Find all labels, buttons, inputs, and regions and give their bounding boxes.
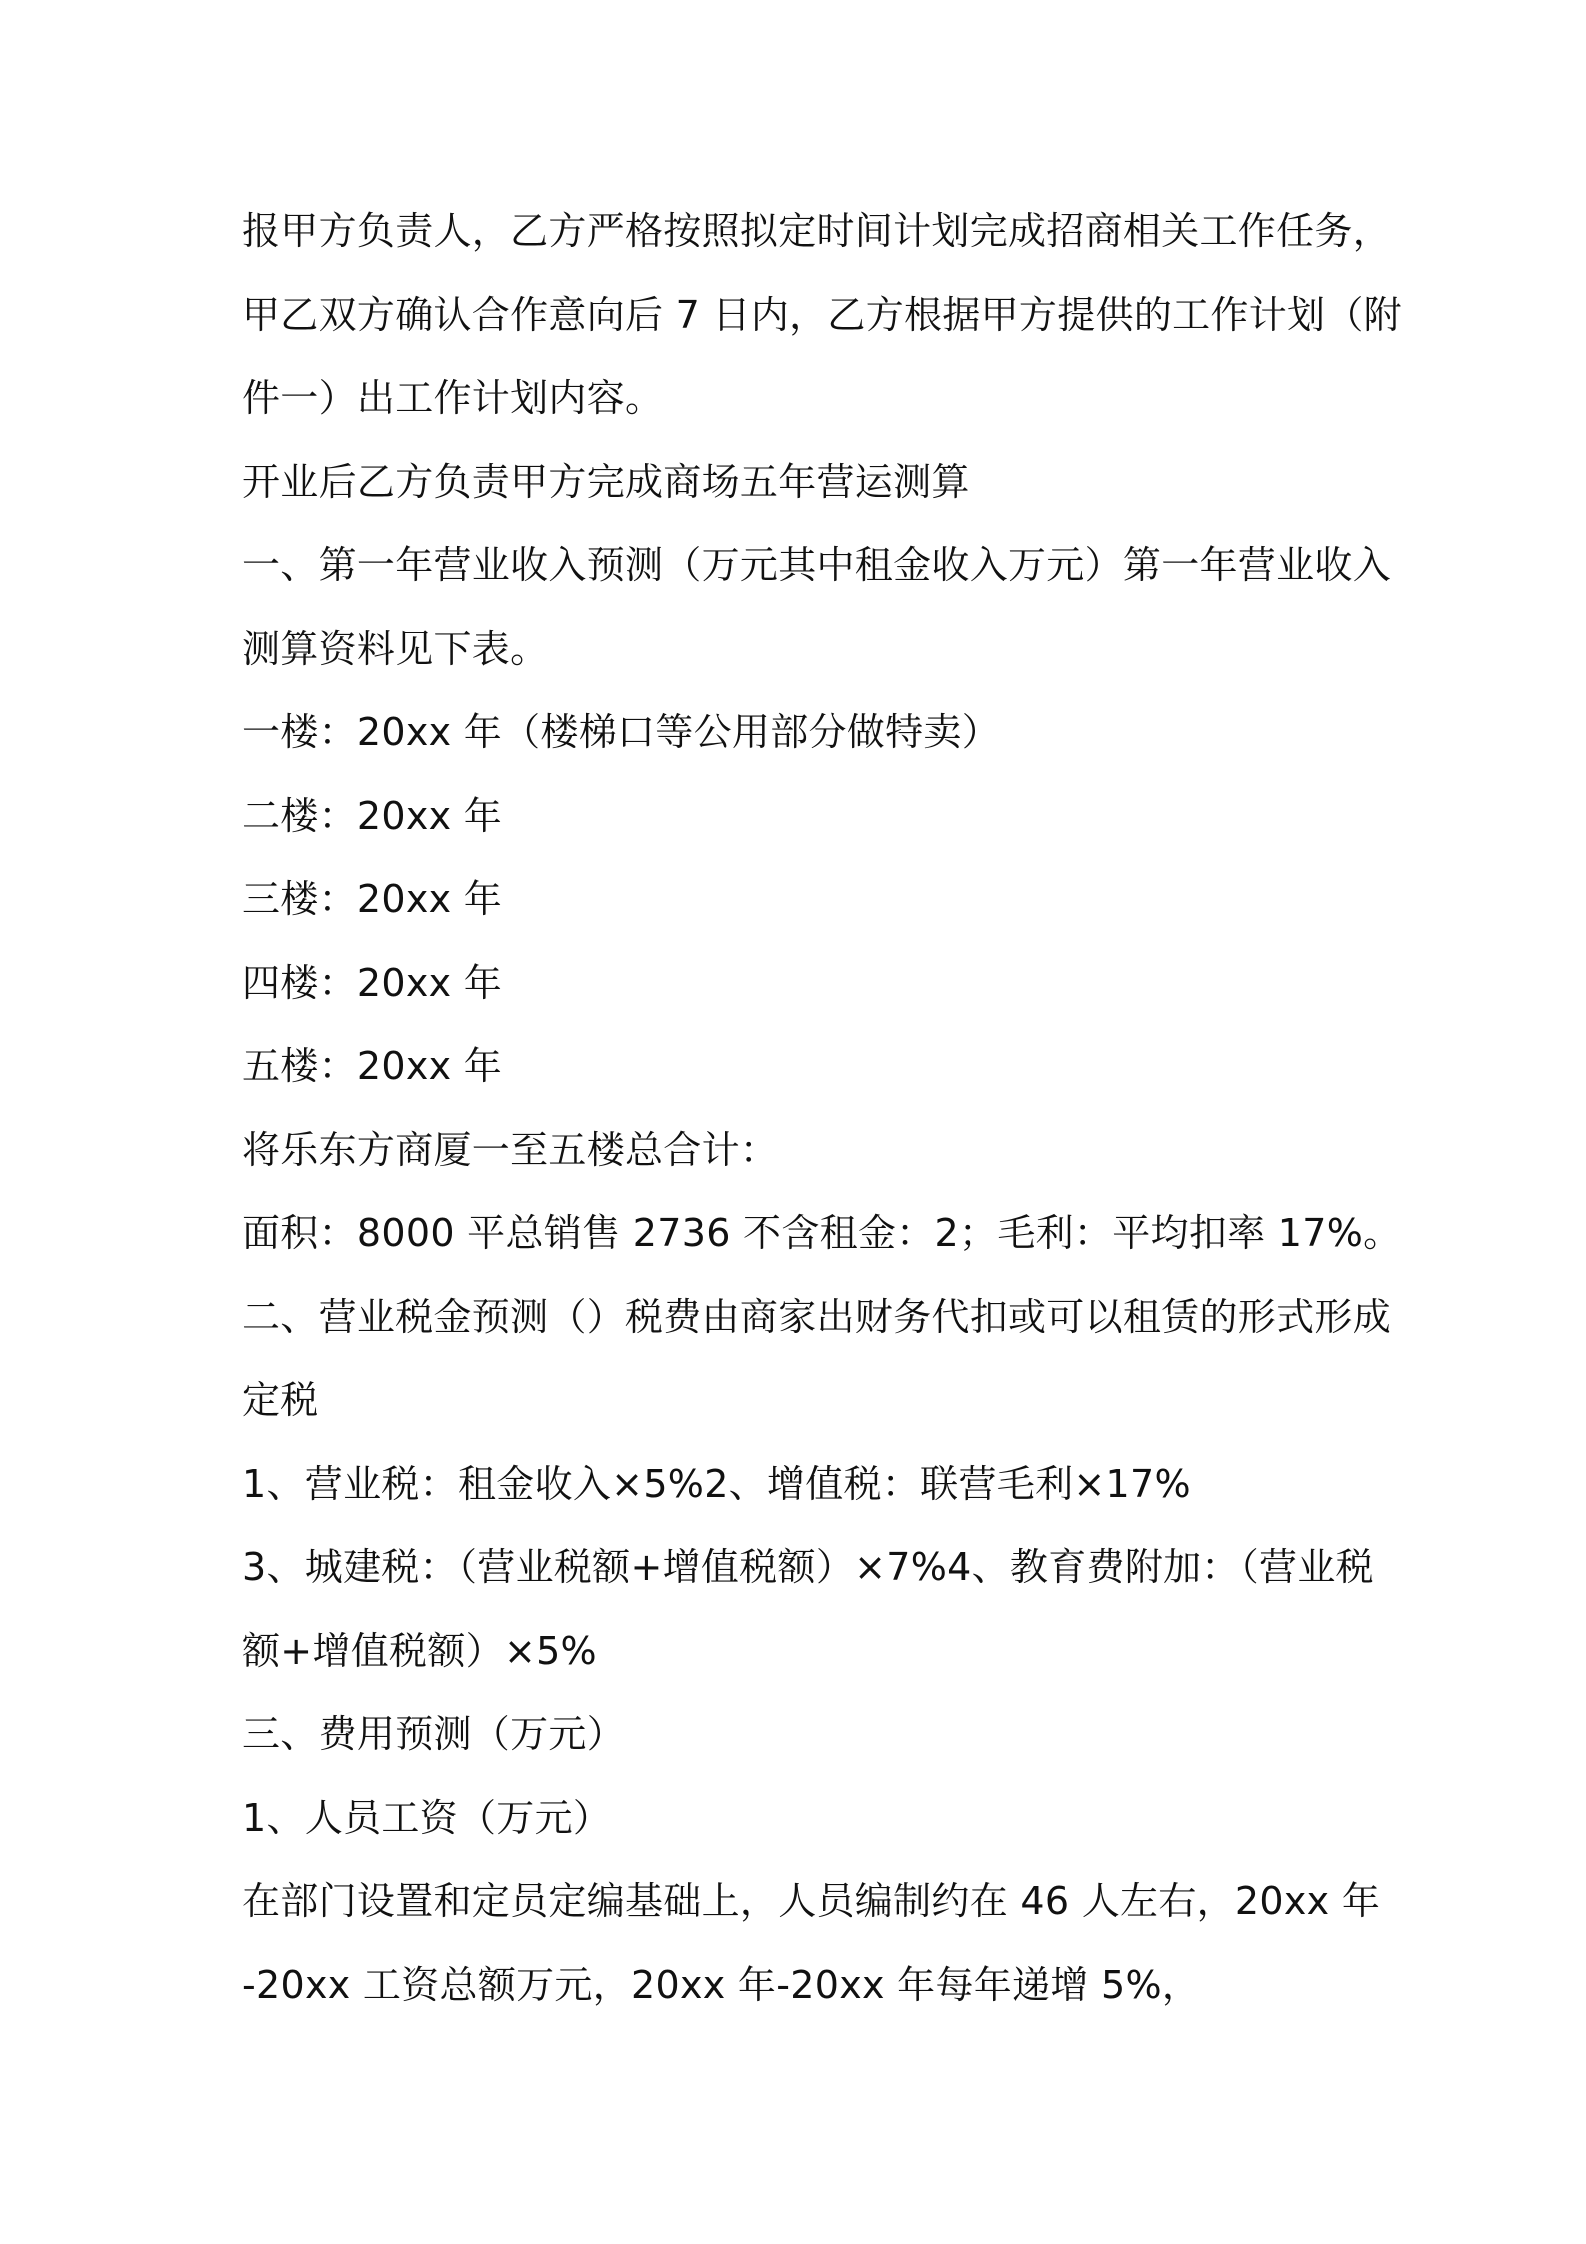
text-line: 甲乙双方确认合作意向后 7 日内，乙方根据甲方提供的工作计划（附 bbox=[242, 292, 1402, 337]
text-line: 三楼：20xx 年 bbox=[242, 877, 503, 921]
text-line: 在部门设置和定员定编基础上，人员编制约在 46 人左右，20xx 年 bbox=[242, 1879, 1381, 1923]
text-line: 二楼：20xx 年 bbox=[242, 793, 503, 838]
text-line: 开业后乙方负责甲方完成商场五年营运测算 bbox=[242, 459, 970, 504]
text-line: 将乐东方商厦一至五楼总合计： bbox=[242, 1127, 779, 1172]
text-line: 二、营业税金预测（）税费由商家出财务代扣或可以租赁的形式形成 bbox=[242, 1294, 1392, 1339]
text-line: -20xx 工资总额万元，20xx 年-20xx 年每年递增 5%， bbox=[242, 1962, 1201, 2007]
text-line: 测算资料见下表。 bbox=[242, 626, 549, 671]
document-body bbox=[242, 190, 1402, 2027]
text-line: 四楼：20xx 年 bbox=[242, 960, 503, 1005]
text-line: 1、营业税：租金收入×5%2、增值税：联营毛利×17% bbox=[242, 1461, 1191, 1506]
text-line: 一、第一年营业收入预测（万元其中租金收入万元）第一年营业收入 bbox=[242, 543, 1392, 587]
text-line: 件一）出工作计划内容。 bbox=[242, 376, 664, 420]
text-line: 额+增值税额）×5% bbox=[242, 1628, 597, 1673]
text-line: 报甲方负责人，乙方严格按照拟定时间计划完成招商相关工作任务， bbox=[242, 209, 1392, 253]
text-line: 定税 bbox=[242, 1378, 319, 1422]
text-line: 三、费用预测（万元） bbox=[242, 1712, 626, 1756]
text-line: 面积：8000 平总销售 2736 不含租金：2；毛利：平均扣率 17%。 bbox=[242, 1211, 1402, 1255]
text-line: 五楼：20xx 年 bbox=[242, 1044, 503, 1088]
text-line: 1、人员工资（万元） bbox=[242, 1795, 612, 1840]
text-line: 一楼：20xx 年（楼梯口等公用部分做特卖） bbox=[242, 710, 1001, 754]
text-line: 3、城建税：（营业税额+增值税额）×7%4、教育费附加：（营业税 bbox=[242, 1545, 1374, 1589]
